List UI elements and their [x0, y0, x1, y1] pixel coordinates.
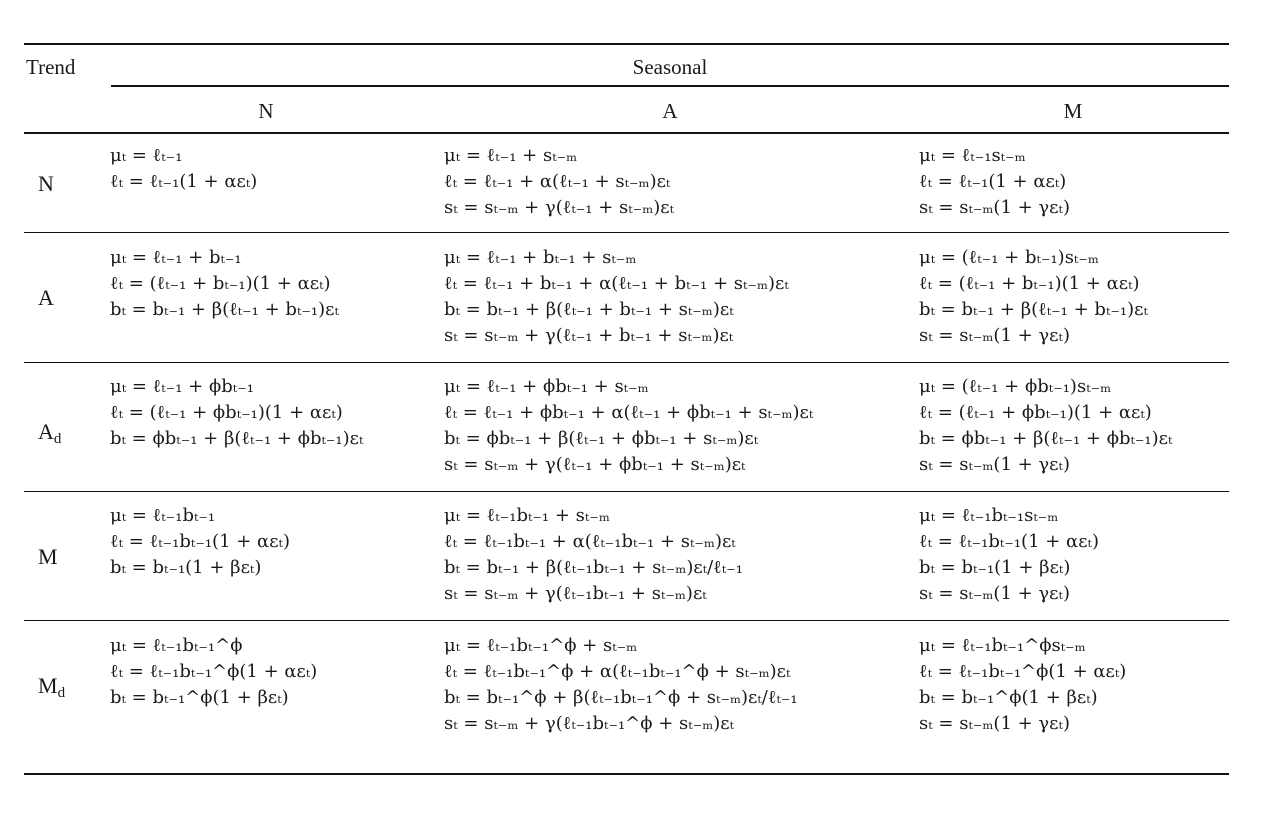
cell-md-a: [444, 633, 798, 737]
equation: ℓₜ = ℓₜ₋₁ + bₜ₋₁ + α(ℓₜ₋₁ + bₜ₋₁ + sₜ₋ₘ)εₜ: [444, 273, 789, 294]
row-divider: [24, 620, 1229, 621]
cell-a-n: [110, 245, 339, 323]
trend-label-n: N: [38, 171, 54, 196]
equation: ℓₜ = ℓₜ₋₁ + α(ℓₜ₋₁ + sₜ₋ₘ)εₜ: [444, 171, 671, 192]
equation: μₜ = ℓₜ₋₁bₜ₋₁sₜ₋ₘ: [919, 505, 1059, 526]
equation: bₜ = bₜ₋₁^ϕ(1 + βεₜ): [110, 687, 289, 708]
equation: μₜ = ℓₜ₋₁ + bₜ₋₁ + sₜ₋ₘ: [444, 247, 637, 268]
trend-header: Trend: [26, 55, 76, 79]
equation: μₜ = (ℓₜ₋₁ + bₜ₋₁)sₜ₋ₘ: [919, 247, 1099, 268]
seasonal-rule: [111, 85, 1229, 87]
cell-n-m: [919, 143, 1070, 221]
equation: ℓₜ = (ℓₜ₋₁ + ϕbₜ₋₁)(1 + αεₜ): [110, 402, 343, 423]
trend-label-m: M: [38, 544, 58, 569]
cell-md-m: [919, 633, 1126, 737]
equation: sₜ = sₜ₋ₘ + γ(ℓₜ₋₁ + bₜ₋₁ + sₜ₋ₘ)εₜ: [444, 325, 734, 346]
cell-m-a: [444, 503, 743, 607]
trend-label-a: A: [38, 285, 54, 310]
equation: μₜ = ℓₜ₋₁bₜ₋₁ + sₜ₋ₘ: [444, 505, 610, 526]
equation: bₜ = bₜ₋₁ + β(ℓₜ₋₁ + bₜ₋₁ + sₜ₋ₘ)εₜ: [444, 299, 734, 320]
equation: ℓₜ = ℓₜ₋₁bₜ₋₁(1 + αεₜ): [919, 531, 1099, 552]
equation: ℓₜ = (ℓₜ₋₁ + ϕbₜ₋₁)(1 + αεₜ): [919, 402, 1152, 423]
equation: ℓₜ = ℓₜ₋₁(1 + αεₜ): [110, 171, 258, 192]
cell-ad-a: [444, 374, 813, 478]
equation: ℓₜ = ℓₜ₋₁(1 + αεₜ): [919, 171, 1067, 192]
equation: μₜ = ℓₜ₋₁ + bₜ₋₁: [110, 247, 242, 268]
equation: ℓₜ = (ℓₜ₋₁ + bₜ₋₁)(1 + αεₜ): [919, 273, 1140, 294]
equation: bₜ = ϕbₜ₋₁ + β(ℓₜ₋₁ + ϕbₜ₋₁ + sₜ₋ₘ)εₜ: [444, 428, 759, 449]
equation: bₜ = bₜ₋₁(1 + βεₜ): [919, 557, 1071, 578]
equation: ℓₜ = ℓₜ₋₁bₜ₋₁^ϕ + α(ℓₜ₋₁bₜ₋₁^ϕ + sₜ₋ₘ)εₜ: [444, 661, 791, 682]
equation: ℓₜ = ℓₜ₋₁bₜ₋₁(1 + αεₜ): [110, 531, 290, 552]
equation: sₜ = sₜ₋ₘ + γ(ℓₜ₋₁bₜ₋₁ + sₜ₋ₘ)εₜ: [444, 583, 707, 604]
equation: bₜ = ϕbₜ₋₁ + β(ℓₜ₋₁ + ϕbₜ₋₁)εₜ: [919, 428, 1173, 449]
equation: bₜ = bₜ₋₁ + β(ℓₜ₋₁bₜ₋₁ + sₜ₋ₘ)εₜ/ℓₜ₋₁: [444, 557, 743, 578]
equation: sₜ = sₜ₋ₘ(1 + γεₜ): [919, 583, 1070, 604]
equation: sₜ = sₜ₋ₘ(1 + γεₜ): [919, 325, 1070, 346]
equation: μₜ = ℓₜ₋₁bₜ₋₁^ϕ: [110, 635, 243, 656]
equation: sₜ = sₜ₋ₘ(1 + γεₜ): [919, 713, 1070, 734]
seasonal-col-header-m: M: [1063, 99, 1083, 123]
equation: sₜ = sₜ₋ₘ + γ(ℓₜ₋₁bₜ₋₁^ϕ + sₜ₋ₘ)εₜ: [444, 713, 735, 734]
equation: ℓₜ = ℓₜ₋₁bₜ₋₁^ϕ(1 + αεₜ): [919, 661, 1127, 682]
cell-md-n: [110, 633, 317, 711]
header-bottom-rule: [24, 132, 1229, 134]
equation: μₜ = ℓₜ₋₁bₜ₋₁^ϕ + sₜ₋ₘ: [444, 635, 638, 656]
equation: bₜ = bₜ₋₁(1 + βεₜ): [110, 557, 262, 578]
cell-n-a: [444, 143, 674, 221]
equation: μₜ = ℓₜ₋₁bₜ₋₁: [110, 505, 216, 526]
top-rule: [24, 43, 1229, 45]
cell-a-a: [444, 245, 789, 349]
equation: bₜ = ϕbₜ₋₁ + β(ℓₜ₋₁ + ϕbₜ₋₁)εₜ: [110, 428, 364, 449]
equation: bₜ = bₜ₋₁ + β(ℓₜ₋₁ + bₜ₋₁)εₜ: [110, 299, 339, 320]
equation: μₜ = ℓₜ₋₁ + ϕbₜ₋₁ + sₜ₋ₘ: [444, 376, 649, 397]
row-divider: [24, 362, 1229, 363]
seasonal-col-header-a: A: [662, 99, 678, 123]
equation: ℓₜ = (ℓₜ₋₁ + bₜ₋₁)(1 + αεₜ): [110, 273, 331, 294]
equation: μₜ = ℓₜ₋₁: [110, 145, 183, 166]
cell-a-m: [919, 245, 1148, 349]
equation: μₜ = ℓₜ₋₁bₜ₋₁^ϕsₜ₋ₘ: [919, 635, 1086, 656]
equation: ℓₜ = ℓₜ₋₁bₜ₋₁^ϕ(1 + αεₜ): [110, 661, 318, 682]
equation: μₜ = (ℓₜ₋₁ + ϕbₜ₋₁)sₜ₋ₘ: [919, 376, 1112, 397]
equation: μₜ = ℓₜ₋₁ + sₜ₋ₘ: [444, 145, 578, 166]
seasonal-header: Seasonal: [632, 55, 708, 79]
equation: sₜ = sₜ₋ₘ + γ(ℓₜ₋₁ + ϕbₜ₋₁ + sₜ₋ₘ)εₜ: [444, 454, 746, 475]
equation: μₜ = ℓₜ₋₁ + ϕbₜ₋₁: [110, 376, 254, 397]
equation: sₜ = sₜ₋ₘ(1 + γεₜ): [919, 197, 1070, 218]
cell-n-n: [110, 143, 257, 195]
seasonal-col-header-n: N: [258, 99, 274, 123]
cell-m-n: [110, 503, 290, 581]
equation: bₜ = bₜ₋₁^ϕ(1 + βεₜ): [919, 687, 1098, 708]
cell-m-m: [919, 503, 1099, 607]
equation: ℓₜ = ℓₜ₋₁bₜ₋₁ + α(ℓₜ₋₁bₜ₋₁ + sₜ₋ₘ)εₜ: [444, 531, 736, 552]
bottom-rule: [24, 773, 1229, 775]
cell-ad-n: [110, 374, 363, 452]
equation: bₜ = bₜ₋₁ + β(ℓₜ₋₁ + bₜ₋₁)εₜ: [919, 299, 1148, 320]
row-divider: [24, 491, 1229, 492]
cell-ad-m: [919, 374, 1172, 478]
trend-label-md: $M_d$: [38, 673, 66, 701]
equation: μₜ = ℓₜ₋₁sₜ₋ₘ: [919, 145, 1026, 166]
row-divider: [24, 232, 1229, 233]
equation: ℓₜ = ℓₜ₋₁ + ϕbₜ₋₁ + α(ℓₜ₋₁ + ϕbₜ₋₁ + sₜ₋ₘ)εₜ: [444, 402, 814, 423]
equation: sₜ = sₜ₋ₘ + γ(ℓₜ₋₁ + sₜ₋ₘ)εₜ: [444, 197, 675, 218]
trend-label-ad: $A_d$: [38, 419, 62, 447]
equation: bₜ = bₜ₋₁^ϕ + β(ℓₜ₋₁bₜ₋₁^ϕ + sₜ₋ₘ)εₜ/ℓₜ₋₁: [444, 687, 798, 708]
equation: sₜ = sₜ₋ₘ(1 + γεₜ): [919, 454, 1070, 475]
